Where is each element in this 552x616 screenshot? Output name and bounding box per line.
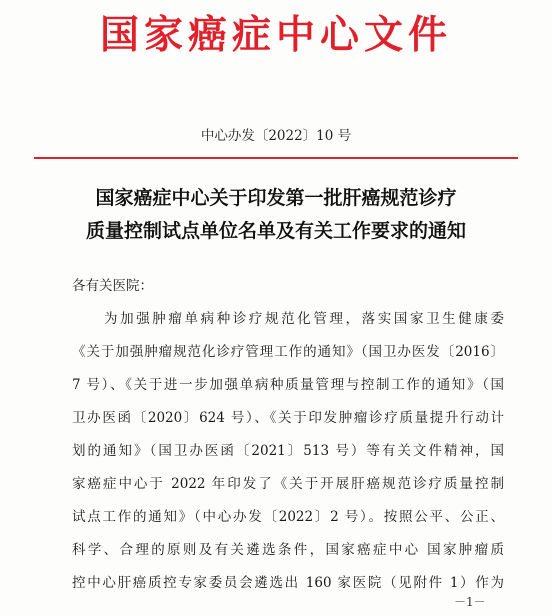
body-line: 《关于加强肿瘤规范化诊疗管理工作的通知》（国卫办医发〔2016〕 — [72, 344, 504, 360]
body-line: 卫办医函〔2020〕624 号）、《关于印发肿瘤诊疗质量提升行动计 — [72, 410, 504, 426]
body-line: 为加强肿瘤单病种诊疗规范化管理，落实国家卫生健康委 — [104, 311, 504, 327]
document-title-line-2: 质量控制试点单位名单及有关工作要求的通知 — [85, 220, 466, 242]
page-number: －1－ — [454, 595, 486, 609]
document-title-line-1: 国家癌症中心关于印发第一批肝癌规范诊疗 — [95, 187, 457, 209]
document-number: 中心办发〔2022〕10 号 — [200, 128, 352, 144]
body-line: 家癌症中心于 2022 年印发了《关于开展肝癌规范诊疗质量控制 — [72, 476, 504, 492]
body-line: 控中心肝癌质控专家委员会遴选出 160 家医院（见附件 1）作为 — [72, 575, 504, 591]
body-line: 7 号）、《关于进一步加强单病种质量管理与控制工作的通知》（国 — [72, 377, 504, 393]
salutation: 各有关医院： — [72, 278, 153, 294]
body-line: 试点工作的通知》（中心办发〔2022〕2 号）。按照公平、公正、 — [72, 509, 504, 525]
red-divider — [34, 157, 518, 159]
body-line: 划的通知》（国卫办医函〔2021〕513 号）等有关文件精神，国 — [72, 443, 504, 459]
body-line: 科学、合理的原则及有关遴选条件，国家癌症中心 国家肿瘤质 — [72, 542, 504, 558]
masthead: 国家癌症中心文件 — [99, 12, 452, 58]
